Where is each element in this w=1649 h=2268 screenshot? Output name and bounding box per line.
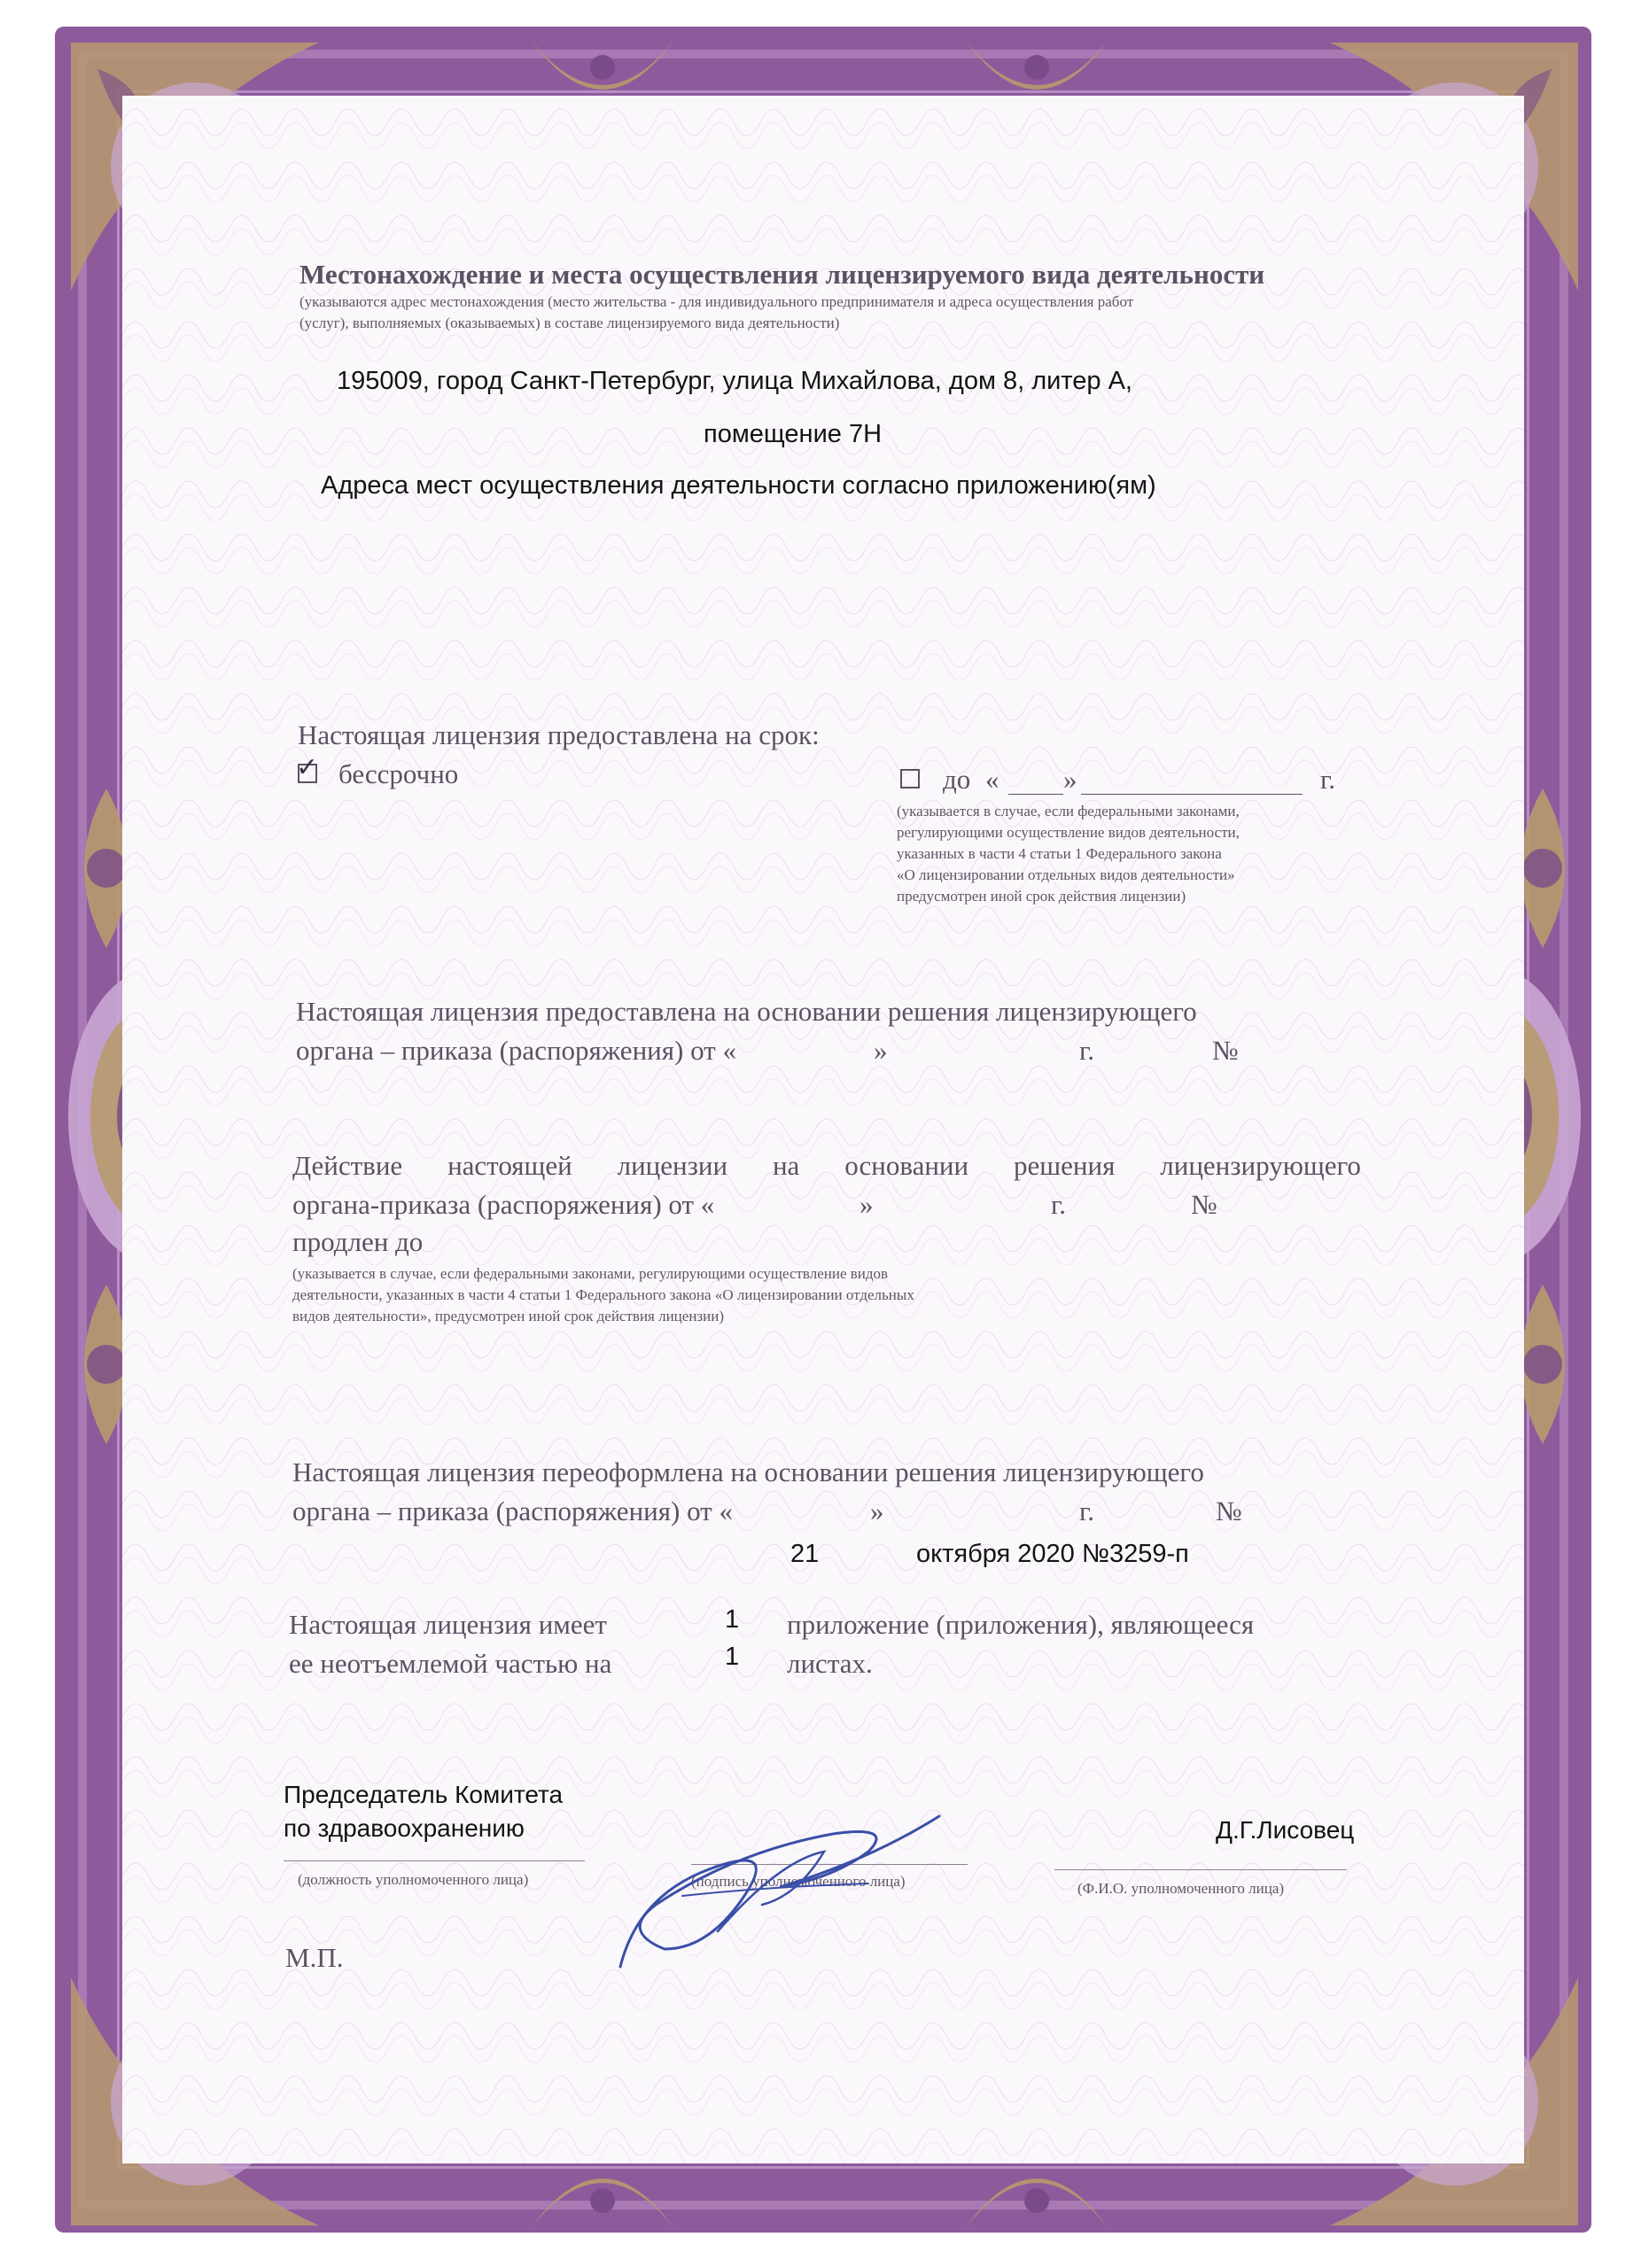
until-note	[897, 801, 1366, 907]
appendix-line1-right: приложение (приложения), являющееся	[787, 1609, 1255, 1640]
reissue-quote-close: »	[870, 1495, 884, 1526]
extension-quote-close: »	[860, 1189, 874, 1220]
extension-note	[292, 1263, 914, 1327]
reissue-line2-prefix: органа – приказа (распоряжения) от «	[292, 1495, 733, 1526]
appendix-line1-left: Настоящая лицензия имеет	[289, 1609, 607, 1640]
extension-line2-prefix: органа-приказа (распоряжения) от «	[292, 1189, 715, 1220]
signature-caption: (подпись уполномоченного лица)	[691, 1873, 906, 1890]
name-caption: (Ф.И.О. уполномоченного лица)	[1077, 1880, 1285, 1897]
until-note-line: предусмотрен иной срок действия лицензии)	[897, 888, 1186, 905]
reissue-year-label: г.	[1079, 1495, 1094, 1526]
until-note-line: указанных в части 4 статьи 1 Федерального закона	[897, 845, 1222, 862]
address-line1: 195009, город Санкт-Петербург, улица Михайлова, дом 8, литер А,	[337, 367, 1132, 395]
until-prefix: до	[943, 764, 971, 795]
appendix-line2-right: листах.	[787, 1648, 873, 1679]
extension-year-label: г.	[1051, 1189, 1066, 1220]
extension-line1	[292, 1150, 1361, 1182]
location-heading: Местонахождение и места осуществления лицензируемого вида деятельности	[299, 259, 1265, 290]
official-name: Д.Г.Лисовец	[1216, 1816, 1355, 1844]
extension-note-line: видов деятельности», предусмотрен иной срок действия лицензии)	[292, 1308, 724, 1324]
reissue-number-label: №	[1216, 1495, 1242, 1526]
official-position-line1: Председатель Комитета	[284, 1781, 564, 1808]
until-date-checkbox[interactable]	[900, 769, 920, 788]
extension-word: решения	[1014, 1150, 1116, 1181]
appendix-count-value: 1	[725, 1605, 740, 1634]
appendix-line2-left: ее неотъемлемой частью на	[289, 1648, 612, 1679]
extension-number-label: №	[1191, 1189, 1217, 1220]
extension-line3: продлен до	[292, 1226, 424, 1257]
position-underline	[284, 1860, 585, 1861]
term-heading: Настоящая лицензия предоставлена на срок:	[298, 719, 820, 750]
until-quote-open: «	[985, 764, 1000, 795]
extension-word: лицензии	[617, 1150, 728, 1181]
basis-line2-prefix: органа – приказа (распоряжения) от «	[296, 1035, 736, 1066]
until-note-line: (указывается в случае, если федеральными законами,	[897, 803, 1240, 819]
extension-word: на	[772, 1150, 800, 1181]
extension-note-line: (указывается в случае, если федеральными законами, регулирующими осуществление видов	[292, 1265, 889, 1282]
basis-quote-close: »	[874, 1035, 888, 1066]
location-note-line1: (указываются адрес местонахождения (место жительства - для индивидуального предпринимателя и адреса осуществления работ	[299, 293, 1134, 310]
reissue-line1: Настоящая лицензия переоформлена на основании решения лицензирующего	[292, 1456, 1204, 1487]
name-underline	[1054, 1869, 1347, 1870]
extension-note-line: деятельности, указанных в части 4 статьи 1 Федерального закона «О лицензировании отдельных	[292, 1286, 914, 1303]
location-note-line2: (услуг), выполняемых (оказываемых) в составе лицензируемого вида деятельности)	[299, 315, 840, 331]
extension-word: Действие	[292, 1150, 403, 1181]
until-month-year-field[interactable]	[1081, 794, 1303, 795]
until-day-field[interactable]	[1008, 794, 1063, 795]
address-line2: помещение 7Н	[704, 420, 883, 448]
until-note-line: «О лицензировании отдельных видов деятельности»	[897, 866, 1235, 883]
official-position-line2: по здравоохранению	[284, 1814, 525, 1842]
seal-place-label: М.П.	[285, 1942, 344, 1973]
until-quote-close: »	[1063, 764, 1077, 795]
appendix-sheets-value: 1	[725, 1643, 740, 1671]
indefinite-label: бессрочно	[338, 758, 459, 789]
basis-number-label: №	[1212, 1035, 1239, 1066]
address-line3: Адреса мест осуществления деятельности согласно приложению(ям)	[321, 471, 1156, 500]
basis-line1: Настоящая лицензия предоставлена на основании решения лицензирующего	[296, 996, 1197, 1027]
handwritten-signature-icon	[603, 1798, 957, 1976]
position-caption: (должность уполномоченного лица)	[298, 1871, 529, 1888]
checkmark-icon: ✓	[296, 752, 319, 783]
extension-word: настоящей	[447, 1150, 572, 1181]
basis-year-label: г.	[1079, 1035, 1094, 1066]
until-note-line: регулирующими осуществление видов деятельности,	[897, 824, 1240, 841]
extension-word: лицензирующего	[1160, 1150, 1361, 1181]
until-year-suffix: г.	[1320, 764, 1335, 795]
extension-word: основании	[844, 1150, 969, 1181]
reissue-typed-day: 21	[790, 1540, 820, 1568]
reissue-typed-date-number: октября 2020 №3259-п	[916, 1540, 1189, 1568]
